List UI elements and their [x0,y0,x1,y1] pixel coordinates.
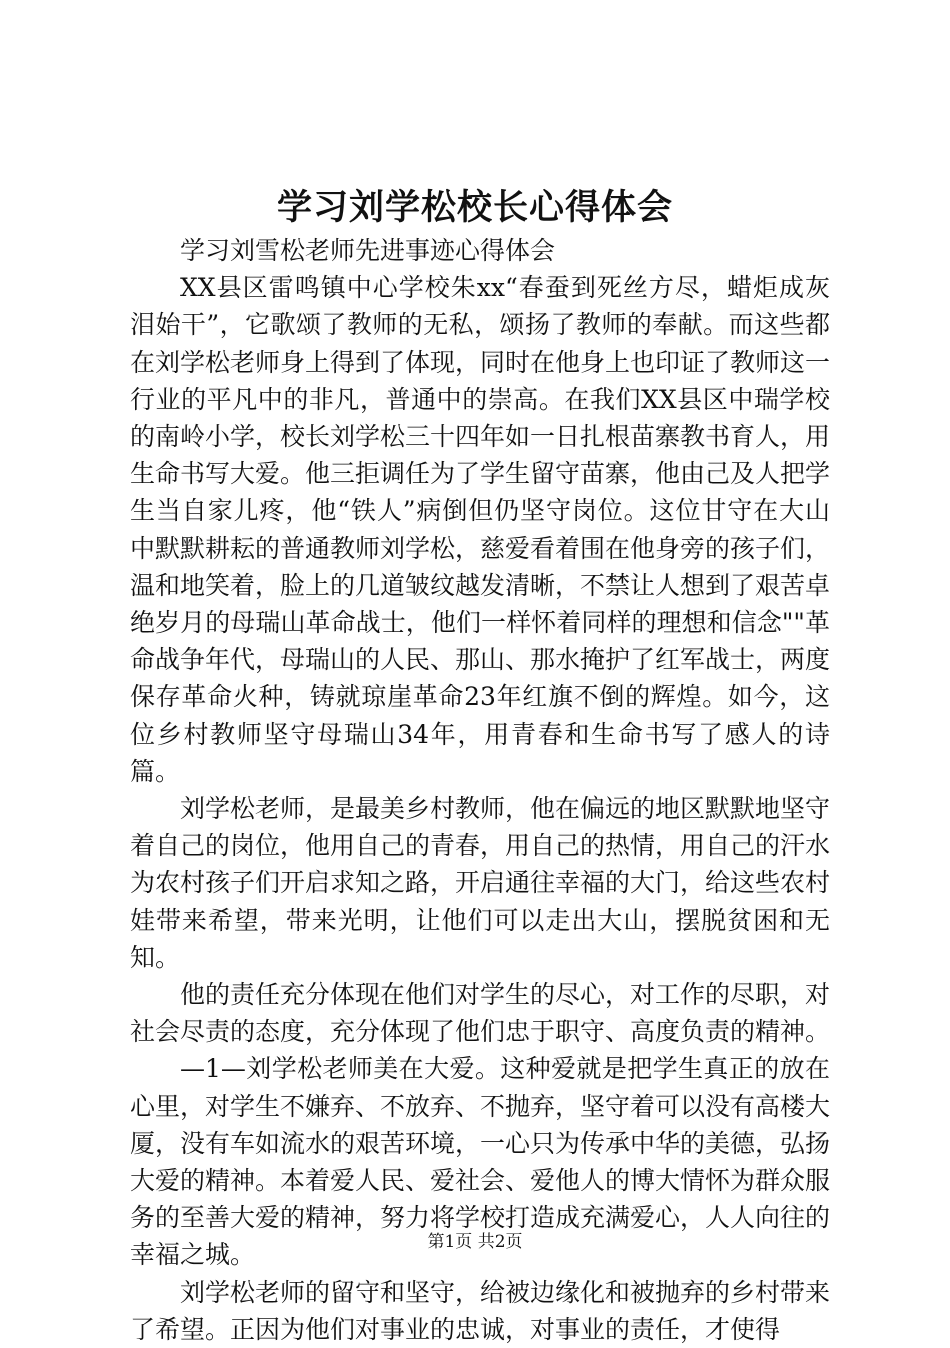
page-footer: 第1页 共2页 [427,1232,523,1252]
paragraph-2: 刘学松老师，是最美乡村教师，他在偏远的地区默默地坚守着自己的岗位，他用自己的青春，用自己的热情，用自己的汗水为农村孩子们开启求知之路，开启通往幸福的大门，给这些农村娃带来希望，带来光明，让他们可以走出大山，摆脱贫困和无知。 [130,794,831,972]
document-title: 学习刘学松校长心得体会 [276,187,673,228]
paragraph-subtitle: 学习刘雪松老师先进事迹心得体会 [180,236,556,265]
paragraph-1: XX县区雷鸣镇中心学校朱xx“春蚕到死丝方尽，蜡炬成灰泪始干”，它歌颂了教师的无私，颂扬了教师的奉献。而这些都在刘学松老师身上得到了体现，同时在他身上也印证了教师这一行业的平凡中的非凡，普通中的崇高。在我们XX县区中瑞学校的南岭小学，校长刘学松三十四年如一日扎根苗寨教书育人，用生命书写大爱。他三拒调任为了学生留守苗寨，他由己及人把学生当自家儿疼，他“铁人”病倒但仍坚守岗位。这位甘守在大山中默默耕耘的普通教师刘学松，慈爱看着围在他身旁的孩子们，温和地笑着，脸上的几道皱纹越发清晰，不禁让人想到了艰苦卓绝岁月的母瑞山革命战士，他们一样怀着同样的理想和信念""革命战争年代，母瑞山的人民、那山、那水掩护了红军战士，两度保存革命火种，铸就琼崖革命23年红旗不倒的辉煌。如今，这位乡村教师坚守母瑞山34年，用青春和生命书写了感人的诗篇。 [130,273,831,786]
paragraph-3: 他的责任充分体现在他们对学生的尽心，对工作的尽职，对社会尽责的态度，充分体现了他们忠于职守、高度负责的精神。 [130,980,831,1047]
paragraph-5: 刘学松老师的留守和坚守，给被边缘化和被抛弃的乡村带来了希望。正因为他们对事业的忠诚，对事业的责任，才使得 [130,1277,831,1344]
paragraph-4: —1—刘学松老师美在大爱。这种爱就是把学生真正的放在心里，对学生不嫌弃、不放弃、不抛弃，坚守着可以没有高楼大厦，没有车如流水的艰苦环境，一心只为传承中华的美德，弘扬大爱的精神。本着爱人民、爱社会、爱他人的博大情怀为群众服务的至善大爱的精神，努力将学校打造成充满爱心，人人向往的幸福之城。 [130,1054,831,1270]
document-body [130,232,830,1348]
